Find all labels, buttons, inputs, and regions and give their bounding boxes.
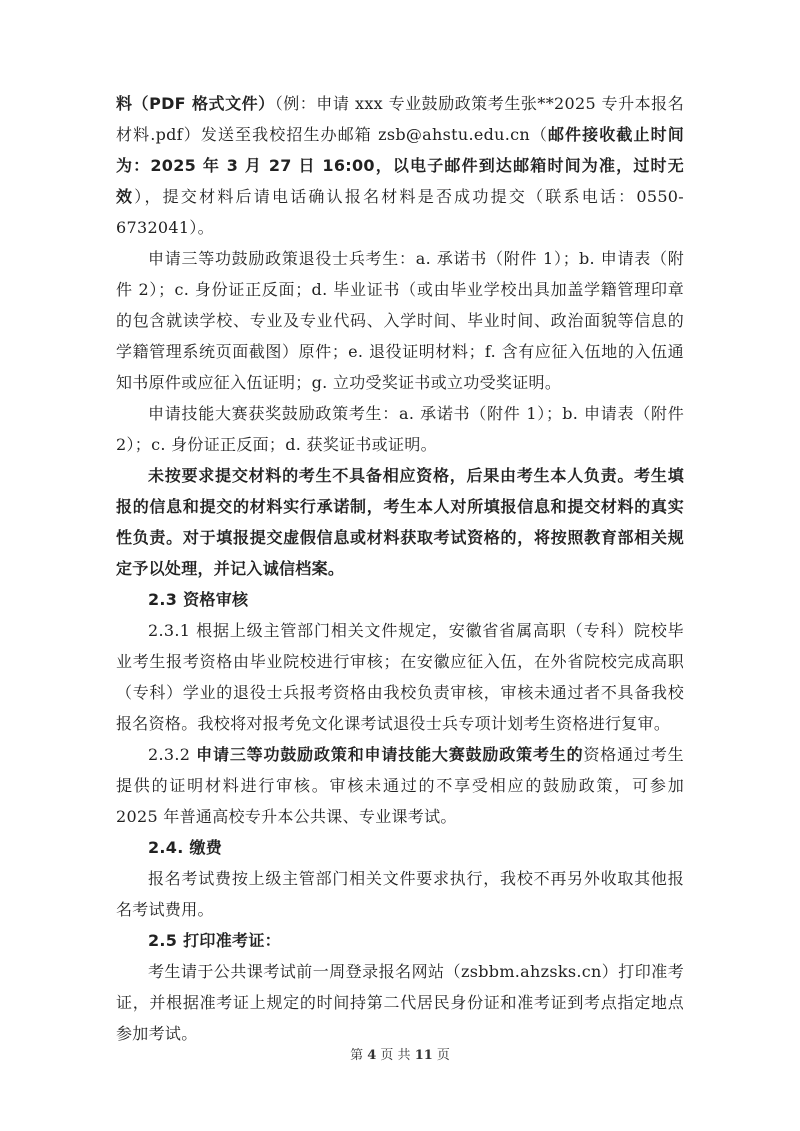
footer-page-number: 4: [367, 1048, 377, 1063]
pdf-format-bold: 料（PDF 格式文件）: [116, 94, 275, 113]
section-heading-2-3: 2.3 资格审核: [148, 590, 249, 609]
paragraph-skills-materials: 申请技能大赛获奖鼓励政策考生：a. 承诺书（附件 1）；b. 申请表（附件 2）；c. 身份证正反面；d. 获奖证书或证明。: [116, 404, 684, 454]
page-footer: [0, 1044, 800, 1063]
submission-text: （例：申请 xxx 专业鼓励政策考生张**2025 专升本报名材料.pdf）发送至我校招生办邮箱 zsb@ahstu.edu.cn（: [116, 94, 684, 144]
submission-text-tail: ），提交材料后请电话确认报名材料是否成功提交（联系电话：0550-6732041）。: [116, 187, 684, 237]
paragraph-submission: [116, 88, 684, 243]
document-body: [116, 88, 684, 1049]
footer-total-pages: 11: [414, 1048, 433, 1063]
paragraph-2-3-1: 2.3.1 根据上级主管部门相关文件规定，安徽省省属高职（专科）院校毕业考生报考资格由毕业院校进行审核；在安徽应征入伍，在外省院校完成高职（专科）学业的退役士兵报考资格由我校负责审核，审核未通过者不具备我校报名资格。我校将对报考免文化课考试退役士兵专项计划考生资格进行复审。: [116, 621, 684, 733]
paragraph-commitment-warning: 未按要求提交材料的考生不具备相应资格，后果由考生本人负责。考生填报的信息和提交的材料实行承诺制，考生本人对所填报信息和提交材料的真实性负责。对于填报提交虚假信息或材料获取考试资格的，将按照教育部相关规定予以处理，并记入诚信档案。: [116, 466, 684, 578]
merit-policy-bold: 申请三等功鼓励政策: [196, 745, 348, 764]
paragraph-fees: 报名考试费按上级主管部门相关文件要求执行，我校不再另外收取其他报名考试费用。: [116, 869, 684, 919]
paragraph-merit-materials: 申请三等功鼓励政策退役士兵考生：a. 承诺书（附件 1）；b. 申请表（附件 2）；c. 身份证正反面；d. 毕业证书（或由毕业学校出具加盖学籍管理印章的包含就读学校、专业及专业代码、入学时间、毕业时间、政治面貌等信息的学籍管理系统页面截图）原件；e. 退役证明材料；f. 含有应征入伍地的入伍通知书原件或应征入伍证明；g. 立功受奖证书或立功受奖证明。: [116, 249, 684, 392]
skills-policy-bold: 申请技能大赛鼓励政策考生的: [364, 745, 584, 764]
footer-suffix: 页: [436, 1048, 450, 1063]
clause-number: 2.3.2: [148, 745, 197, 764]
paragraph-2-3-2: [116, 739, 684, 832]
paragraph-admission-ticket: 考生请于公共课考试前一周登录报名网站（zsbbm.ahzsks.cn）打印准考证，并根据准考证上规定的时间持第二代居民身份证和准考证到考点指定地点参加考试。: [116, 962, 684, 1043]
footer-middle: 页 共: [380, 1048, 411, 1063]
deadline-bold: 邮件接收截止时间为：2025 年 3 月 27 日 16:00，以电子邮件到达邮箱时间为准，过时无效: [116, 125, 685, 206]
section-heading-2-5: 2.5 打印准考证：: [148, 931, 281, 950]
conjunction-bold: 和: [347, 745, 365, 764]
footer-prefix: 第: [350, 1048, 364, 1063]
review-text: 资格通过考生提供的证明材料进行审核。审核未通过的不享受相应的鼓励政策，可参加 2025 年普通高校专升本公共课、专业课考试。: [116, 745, 684, 826]
section-heading-2-4: 2.4. 缴费: [148, 838, 223, 857]
